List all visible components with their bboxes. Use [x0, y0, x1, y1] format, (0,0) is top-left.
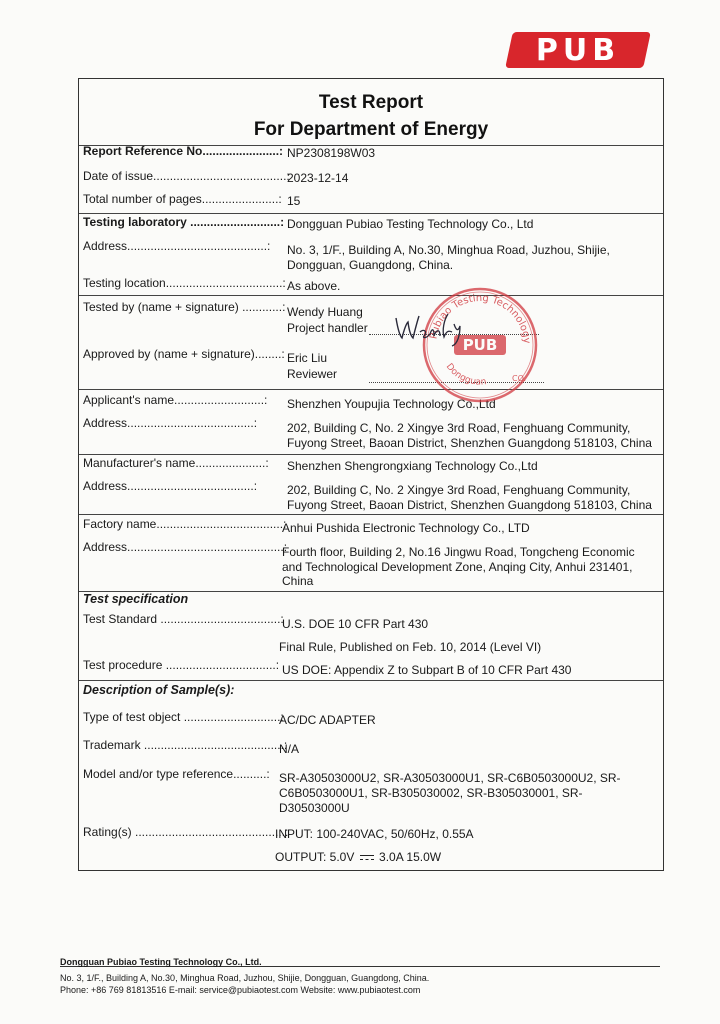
label-rating: Rating(s) .............................................:	[83, 825, 289, 839]
seal-logo-text: PUB	[462, 336, 498, 354]
value-model-1: SR-A30503000U2, SR-A30503000U1, SR-C6B0503000U2, SR-	[279, 771, 621, 785]
seal-text-top: Pubiao Testing Technology	[428, 292, 533, 345]
divider	[79, 680, 663, 681]
divider	[79, 514, 663, 515]
seal-text-tail: CO.	[512, 374, 527, 383]
value-manufacturer-address-2: Fuyong Street, Baoan District, Shenzhen Guangdong 518103, China	[287, 498, 652, 512]
divider	[79, 213, 663, 214]
svg-text:Dongguan	[444, 362, 487, 388]
value-date: 2023-12-14	[287, 171, 349, 185]
value-trademark: N/A	[279, 742, 300, 756]
value-pages: 15	[287, 194, 301, 208]
value-factory-address-3: China	[282, 574, 314, 588]
value-test-procedure: US DOE: Appendix Z to Subpart B of 10 CFR Part 430	[282, 663, 572, 677]
report-frame	[78, 78, 664, 871]
label-test-standard: Test Standard ....................................:	[83, 612, 284, 626]
label-test-procedure: Test procedure .................................:	[83, 658, 280, 672]
label-approved-by: Approved by (name + signature)........:	[83, 347, 285, 361]
value-factory-address-1: Fourth floor, Building 2, No.16 Jingwu Road, Tongcheng Economic	[282, 545, 635, 559]
divider	[79, 389, 663, 390]
section-test-spec: Test specification	[83, 592, 189, 606]
label-applicant-address: Address......................................:	[83, 416, 258, 430]
value-factory: Anhui Pushida Electronic Technology Co., LTD	[282, 521, 530, 535]
label-trademark: Trademark ..........................................:	[83, 738, 288, 752]
report-title: Test Report	[318, 92, 424, 113]
value-test-standard-2: Final Rule, Published on Feb. 10, 2014 (Level VI)	[279, 640, 542, 654]
rating-output-voltage: OUTPUT: 5.0V	[275, 850, 355, 864]
value-manufacturer-address-1: 202, Building C, No. 2 Xingye 3rd Road, Fenghuang Community,	[287, 483, 631, 497]
label-location: Testing location...................................:	[83, 276, 286, 290]
value-lab: Dongguan Pubiao Testing Technology Co., Ltd	[287, 217, 534, 231]
value-factory-address-2: and Technological Development Zone, Anqing City, Anhui 231401,	[282, 560, 633, 574]
value-lab-address-1: No. 3, 1/F., Building A, No.30, Minghua Road, Juzhou, Shijie,	[287, 243, 610, 257]
value-rating-output	[275, 850, 441, 864]
divider	[79, 295, 663, 296]
label-lab-address: Address..........................................:	[83, 239, 271, 253]
value-model-3: D30503000U	[279, 801, 350, 815]
value-applicant-address-1: 202, Building C, No. 2 Xingye 3rd Road, Fenghuang Community,	[287, 421, 631, 435]
pub-logo	[505, 32, 651, 68]
handwritten-signature	[392, 310, 472, 350]
value-location: As above.	[287, 279, 341, 293]
value-rating-input: INPUT: 100-240VAC, 50/60Hz, 0.55A	[275, 827, 474, 841]
label-tested-by: Tested by (name + signature) ............:	[83, 300, 286, 314]
dc-symbol-icon	[360, 854, 374, 862]
value-applicant-address-2: Fuyong Street, Baoan District, Shenzhen Guangdong 518103, China	[287, 436, 652, 450]
value-tester-name: Wendy Huang	[287, 305, 363, 319]
footer-contact: Phone: +86 769 81813516 E-mail: service@pubiaotest.com Website: www.pubiaotest.com	[60, 985, 421, 995]
value-lab-address-2: Dongguan, Guangdong, China.	[287, 258, 454, 272]
value-applicant: Shenzhen Youpujia Technology Co.,Ltd	[287, 397, 496, 411]
label-report-ref: Report Reference No.......................:	[83, 144, 284, 158]
rating-output-current: 3.0A 15.0W	[379, 850, 442, 864]
label-model: Model and/or type reference..........:	[83, 767, 270, 781]
label-type-object: Type of test object .............................:	[83, 710, 284, 724]
value-tester-role: Project handler	[287, 321, 368, 335]
value-model-2: C6B0503000U1, SR-B305030002, SR-B305030001, SR-	[279, 786, 583, 800]
label-pages: Total number of pages.......................:	[83, 192, 282, 206]
section-description: Description of Sample(s):	[83, 683, 235, 697]
value-approver-name: Eric Liu	[287, 351, 328, 365]
label-manufacturer: Manufacturer's name.....................:	[83, 456, 269, 470]
label-lab: Testing laboratory ...........................:	[83, 215, 285, 229]
footer-address: No. 3, 1/F., Building A, No.30, Minghua Road, Juzhou, Shijie, Dongguan, Guangdong, China.	[60, 973, 430, 983]
seal-text-bottom: Dongguan	[443, 361, 487, 388]
label-factory: Factory name......................................:	[83, 517, 287, 531]
value-manufacturer: Shenzhen Shengrongxiang Technology Co.,Ltd	[287, 459, 538, 473]
divider	[79, 454, 663, 455]
value-approver-role: Reviewer	[287, 367, 338, 381]
value-test-standard: U.S. DOE 10 CFR Part 430	[282, 617, 429, 631]
report-subtitle: For Department of Energy	[253, 119, 489, 140]
value-report-ref: NP2308198W03	[287, 146, 376, 160]
label-factory-address: Address...............................................:	[83, 540, 288, 554]
label-date: Date of issue........................................:	[83, 169, 290, 183]
footer-company: Dongguan Pubiao Testing Technology Co., Ltd.	[60, 957, 262, 967]
label-applicant: Applicant's name...........................:	[83, 393, 268, 407]
pub-logo-text: PUB	[535, 32, 621, 68]
label-manufacturer-address: Address......................................:	[83, 479, 258, 493]
value-type-object: AC/DC ADAPTER	[279, 713, 376, 727]
